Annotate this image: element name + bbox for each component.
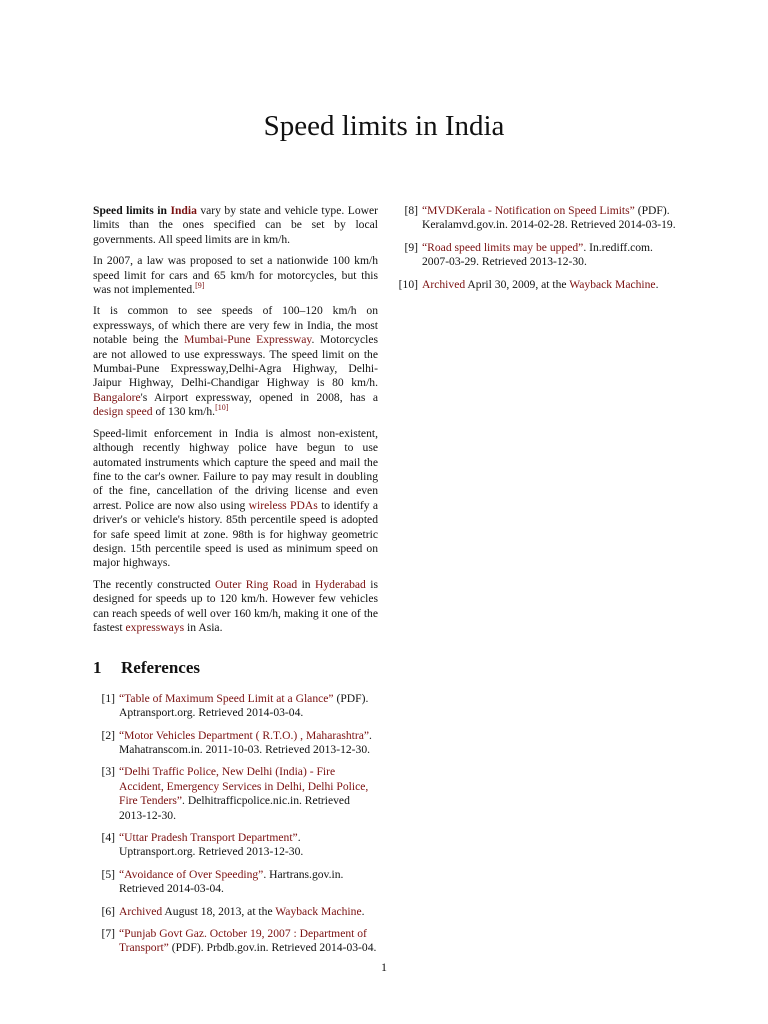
archived-link[interactable]: Archived xyxy=(422,277,466,291)
reference-label: [1] xyxy=(101,691,115,705)
lead-bold: Speed limits in xyxy=(93,204,171,217)
reference-label: [8] xyxy=(404,204,418,217)
reference-item: [4] “Uttar Pradesh Transport Department”. Uptransport.org. Retrieved 2013-12-30. xyxy=(93,831,378,860)
india-link[interactable]: India xyxy=(170,204,197,217)
law-paragraph: In 2007, a law was proposed to set a nationwide 100 km/h speed limit for cars and 65 km/h for motorcycles, but this was not implemented.[9] xyxy=(93,254,378,297)
reference-item: [8] “MVDKerala - Notification on Speed Limits” (PDF). Keralamvd.gov.in. 2014-02-28. Retrieved 2014-03-19. xyxy=(392,204,676,233)
wayback-machine-link[interactable]: Wayback Machine xyxy=(275,904,362,918)
reference-link[interactable]: “Motor Vehicles Department ( R.T.O.) , Maharashtra” xyxy=(119,728,370,742)
reference-label: [5] xyxy=(101,867,115,881)
outer-ring-road-link[interactable]: Outer Ring Road xyxy=(214,577,298,591)
references-heading xyxy=(93,658,378,678)
mumbai-pune-link[interactable]: Mumbai-Pune Expressway xyxy=(184,333,312,347)
citation-10[interactable]: [10] xyxy=(215,403,229,413)
ring-road-paragraph: The recently constructed Outer Ring Road in Hyderabad is designed for speeds up to 120 km/h. However few vehicles can reach speeds of well over 160 km/h, making it one of the fastest expressways in Asia. xyxy=(93,577,378,634)
wireless-pdas-link[interactable]: wireless PDAs xyxy=(248,498,318,512)
bangalore-link[interactable]: Bangalore xyxy=(93,390,141,404)
reference-link[interactable]: “Road speed limits may be upped” xyxy=(422,240,584,254)
expressway-paragraph: It is common to see speeds of 100–120 km/h on expressways, of which there are very few in India, the most notable being the Mumbai-Pune Expressway. Motorcycles are not allowed to use expressways. The speed limit on the Mumbai-Pune Expressway,Delhi-Agra Highway, Delhi- Jaipur Highway, Delhi-Chandigar Highway is 80 km/h. Bangalore's Airport expressway, opened in 2008, has a design speed of 130 km/h.[10] xyxy=(93,304,378,419)
reference-link[interactable]: “Avoidance of Over Speeding” xyxy=(119,867,264,881)
reference-link[interactable]: “Table of Maximum Speed Limit at a Glance” xyxy=(119,691,334,705)
archived-link[interactable]: Archived xyxy=(119,904,163,918)
references-list-left xyxy=(93,692,378,956)
reference-item: [9] “Road speed limits may be upped”. In.rediff.com. 2007-03-29. Retrieved 2013-12-30. xyxy=(392,241,676,270)
references-list-right xyxy=(392,204,676,292)
enforcement-paragraph: Speed-limit enforcement in India is almost non-existent, although recently highway police have begun to use automated instruments which capture the speed and mail the fine to the car's owner. Failure to pay may result in doubling of the fine, cancellation of the driving license and even arrest. Police are now also using wireless PDAs to identify a driver's or vehicle's history. 85th percentile speed is adopted for safe speed limit at zone. 98th is for highway geometric design. 15th percentile speed is used as minimum speed on major highways. xyxy=(93,426,378,570)
reference-item: [5] “Avoidance of Over Speeding”. Hartrans.gov.in. Retrieved 2014-03-04. xyxy=(93,868,378,897)
reference-label: [7] xyxy=(101,927,115,941)
intro-paragraph: Speed limits in India vary by state and vehicle type. Lower limits than the ones specified can be set by local governments. All speed limits are in km/h. xyxy=(93,204,378,246)
reference-item: [6] Archived August 18, 2013, at the Wayback Machine. xyxy=(93,905,378,919)
wayback-machine-link[interactable]: Wayback Machine xyxy=(569,277,656,291)
reference-item: [2] “Motor Vehicles Department ( R.T.O.) , Maharashtra”. Mahatranscom.in. 2011-10-03. Retrieved 2013-12-30. xyxy=(93,729,378,758)
reference-label: [4] xyxy=(101,831,115,845)
reference-link[interactable]: “Delhi Traffic Police, New Delhi (India) - Fire Accident, Emergency Services in Delhi, Delhi Police, Fire Tenders” xyxy=(119,765,369,808)
page-title: Speed limits in India xyxy=(263,110,505,142)
reference-label: [9] xyxy=(404,240,418,254)
citation-9[interactable]: [9] xyxy=(195,281,205,291)
reference-link[interactable]: “Uttar Pradesh Transport Department” xyxy=(119,831,298,845)
design-speed-link[interactable]: design speed xyxy=(93,405,153,419)
reference-link[interactable]: “Punjab Govt Gaz. October 19, 2007 : Department of Transport” xyxy=(119,927,367,955)
reference-link[interactable]: “MVDKerala - Notification on Speed Limits” xyxy=(422,204,635,217)
hyderabad-link[interactable]: Hyderabad xyxy=(315,577,366,591)
reference-label: [6] xyxy=(101,904,115,918)
reference-item: [1] “Table of Maximum Speed Limit at a Glance” (PDF). Aptransport.org. Retrieved 2014-03-04. xyxy=(93,692,378,721)
left-column xyxy=(93,204,378,964)
reference-label: [2] xyxy=(101,728,115,742)
reference-label: [10] xyxy=(398,277,418,291)
section-number: 1 xyxy=(93,658,102,678)
right-column xyxy=(392,204,676,300)
reference-item: [3] “Delhi Traffic Police, New Delhi (India) - Fire Accident, Emergency Services in Delhi, Delhi Police, Fire Tenders”. Delhitrafficpolice.nic.in. Retrieved 2013-12-30. xyxy=(93,765,378,823)
reference-item: [10] Archived April 30, 2009, at the Wayback Machine. xyxy=(392,278,676,292)
reference-label: [3] xyxy=(101,765,115,779)
section-title: References xyxy=(121,658,200,678)
page-number: 1 xyxy=(381,960,387,974)
expressways-link[interactable]: expressways xyxy=(125,620,185,634)
reference-item: [7] “Punjab Govt Gaz. October 19, 2007 : Department of Transport” (PDF). Prbdb.gov.in. Retrieved 2014-03-04. xyxy=(93,927,378,956)
